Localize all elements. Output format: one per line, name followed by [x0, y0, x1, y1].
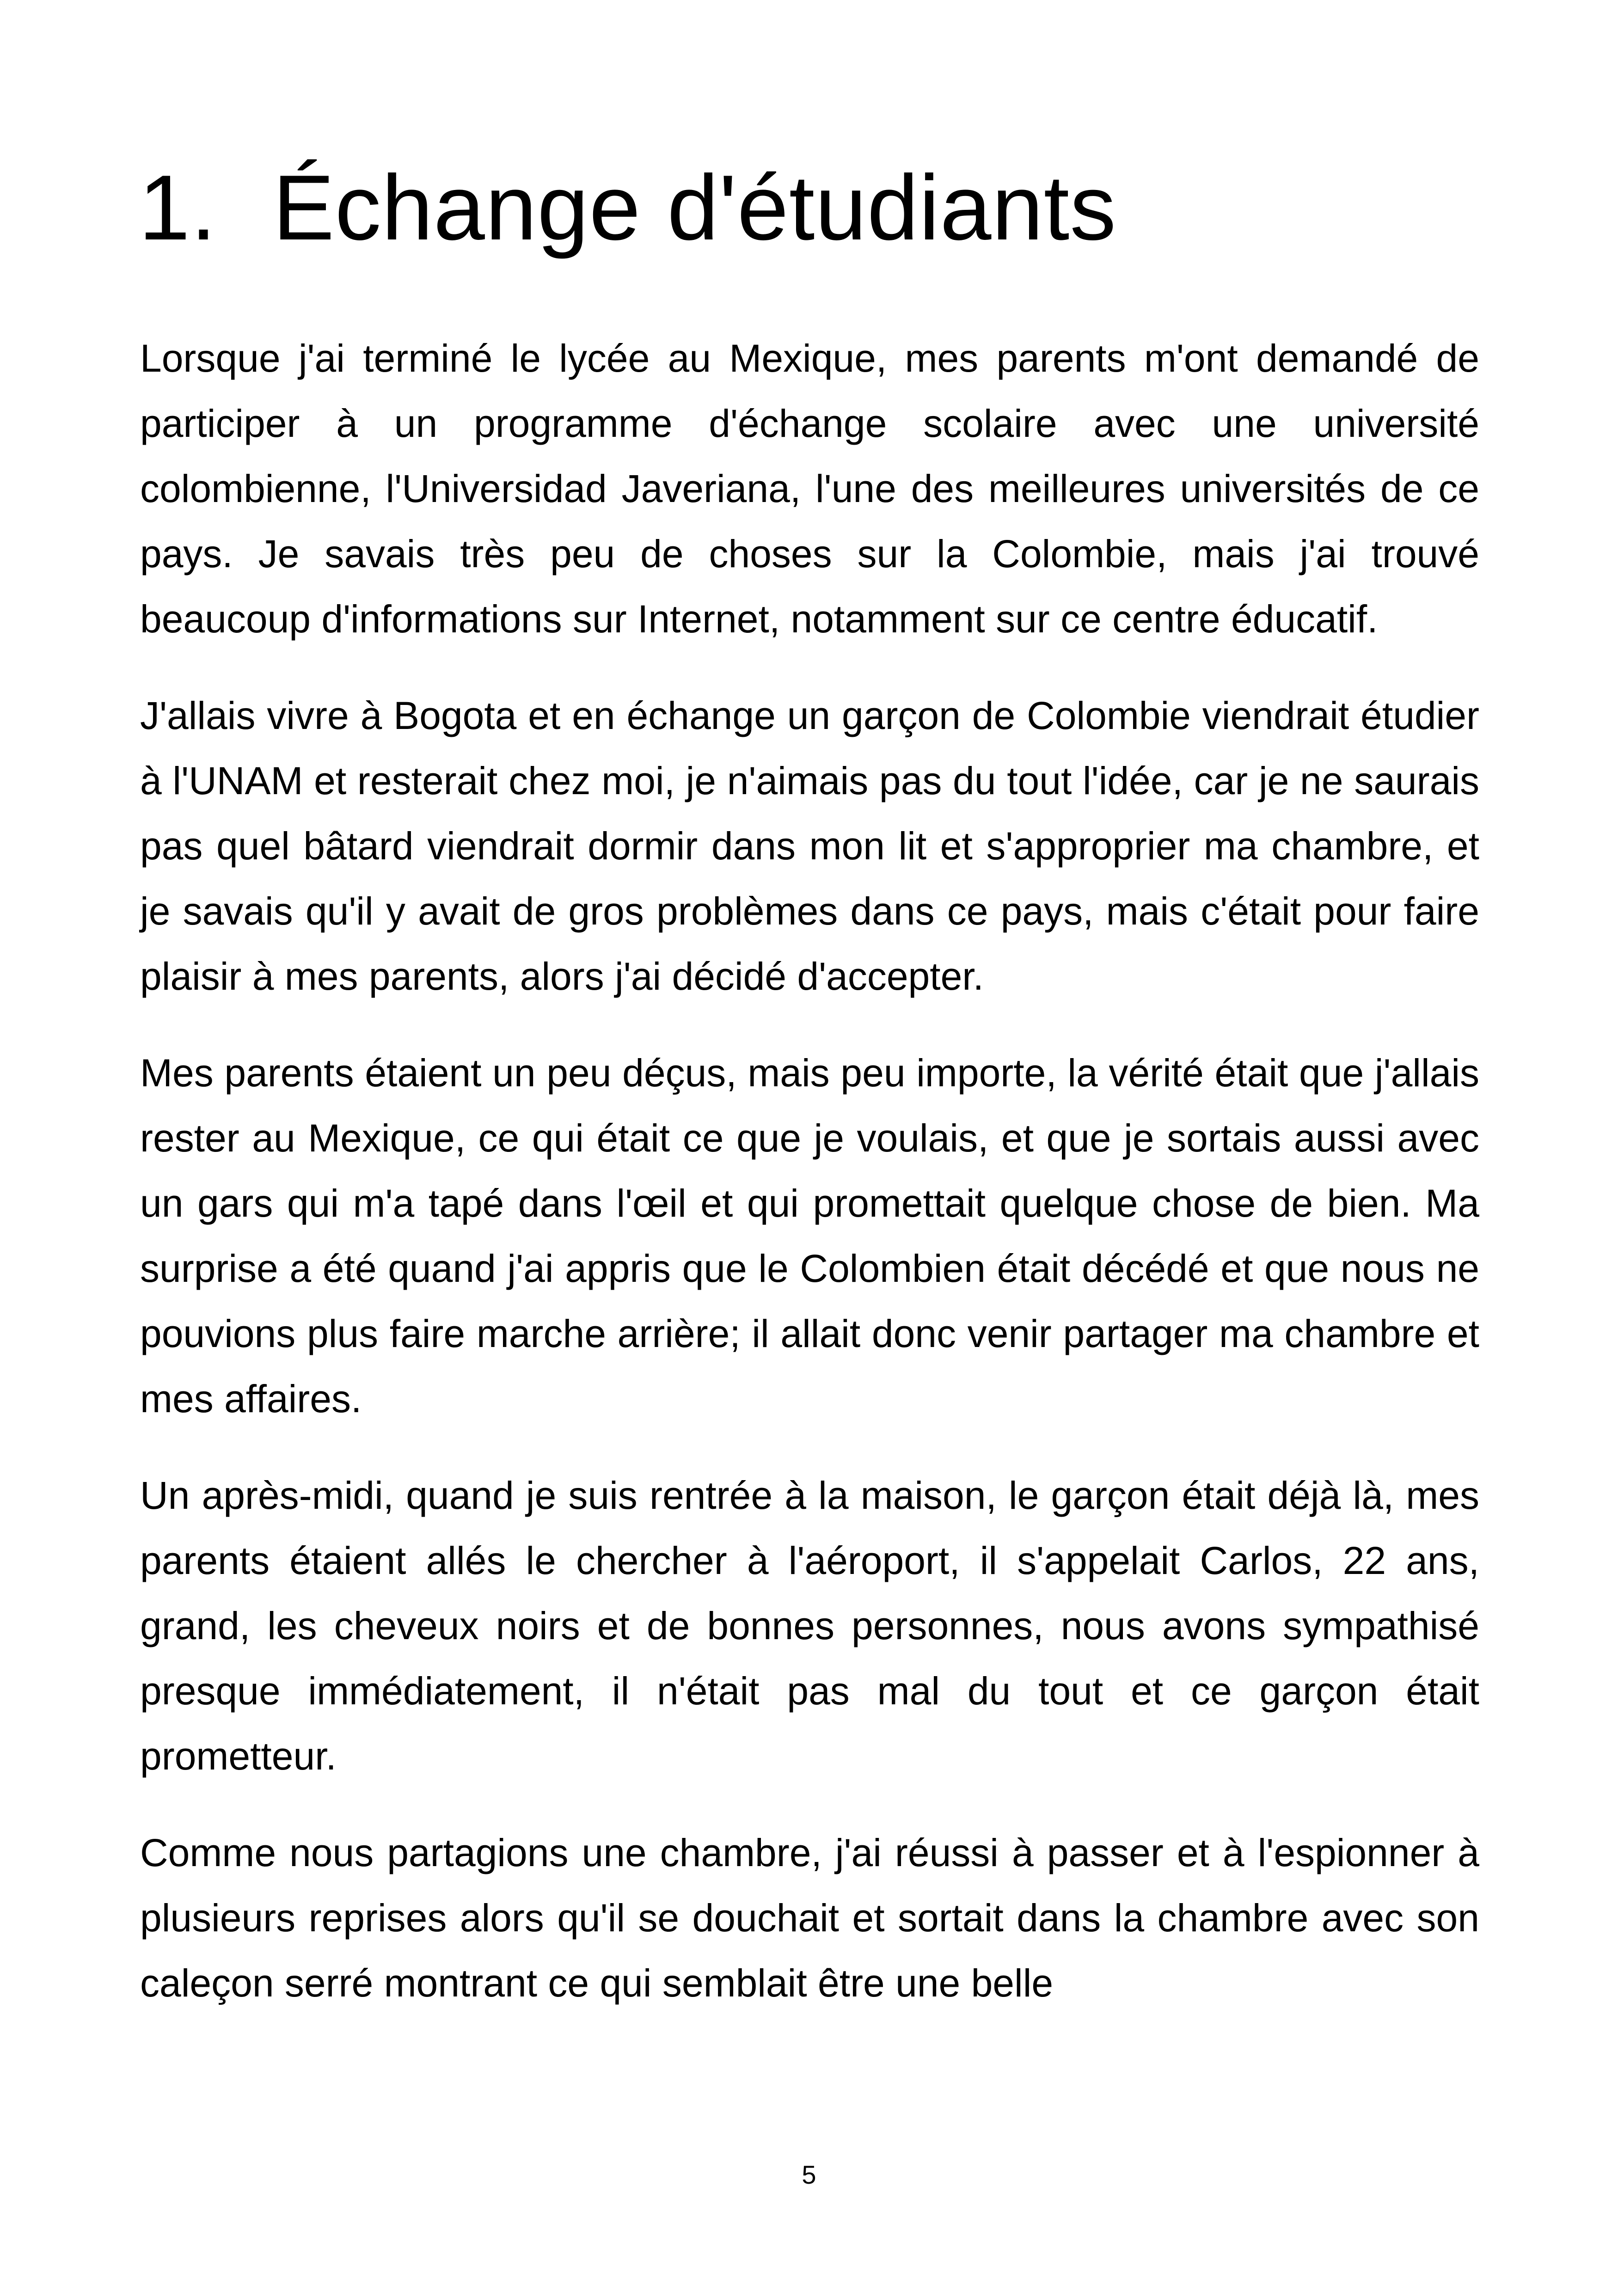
chapter-heading: [139, 148, 1116, 268]
paragraph-4: Un après-midi, quand je suis rentrée à la maison, le garçon était déjà là, mes parents étaient allés le chercher à l'aéroport, il s'appelait Carlos, 22 ans, grand, les cheveux noirs et de bonnes personnes, nous avons sympathisé presque immédiatement, il n'était pas mal du tout et ce garçon était prometteur.: [140, 1474, 1479, 1778]
paragraph-5: Comme nous partagions une chambre, j'ai réussi à passer et à l'espionner à plusieurs reprises alors qu'il se douchait et sortait dans la chambre avec son caleçon serré montrant ce qui semblait être une belle: [140, 1831, 1479, 2005]
page-number: 5: [802, 2160, 816, 2189]
paragraph-3: Mes parents étaient un peu déçus, mais peu importe, la vérité était que j'allais rester au Mexique, ce qui était ce que je voulais, et que je sortais aussi avec un gars qui m'a tapé dans l'œil et qui promettait quelque chose de bien. Ma surprise a été quand j'ai appris que le Colombien était décédé et que nous ne pouvions plus faire marche arrière; il allait donc venir partager ma chambre et mes affaires.: [140, 1051, 1479, 1420]
chapter-body: [140, 326, 1479, 2047]
chapter-number: 1.: [139, 156, 217, 259]
chapter-title: Échange d'étudiants: [273, 156, 1117, 259]
paragraph-1: Lorsque j'ai terminé le lycée au Mexique, mes parents m'ont demandé de participer à un programme d'échange scolaire avec une université colombienne, l'Universidad Javeriana, l'une des meilleures universités de ce pays. Je savais très peu de choses sur la Colombie, mais j'ai trouvé beaucoup d'informations sur Internet, notamment sur ce centre éducatif.: [140, 337, 1479, 641]
paragraph-2: J'allais vivre à Bogota et en échange un garçon de Colombie viendrait étudier à l'UNAM et resterait chez moi, je n'aimais pas du tout l'idée, car je ne saurais pas quel bâtard viendrait dormir dans mon lit et s'approprier ma chambre, et je savais qu'il y avait de gros problèmes dans ce pays, mais c'était pour faire plaisir à mes parents, alors j'ai décidé d'accepter.: [140, 694, 1479, 998]
